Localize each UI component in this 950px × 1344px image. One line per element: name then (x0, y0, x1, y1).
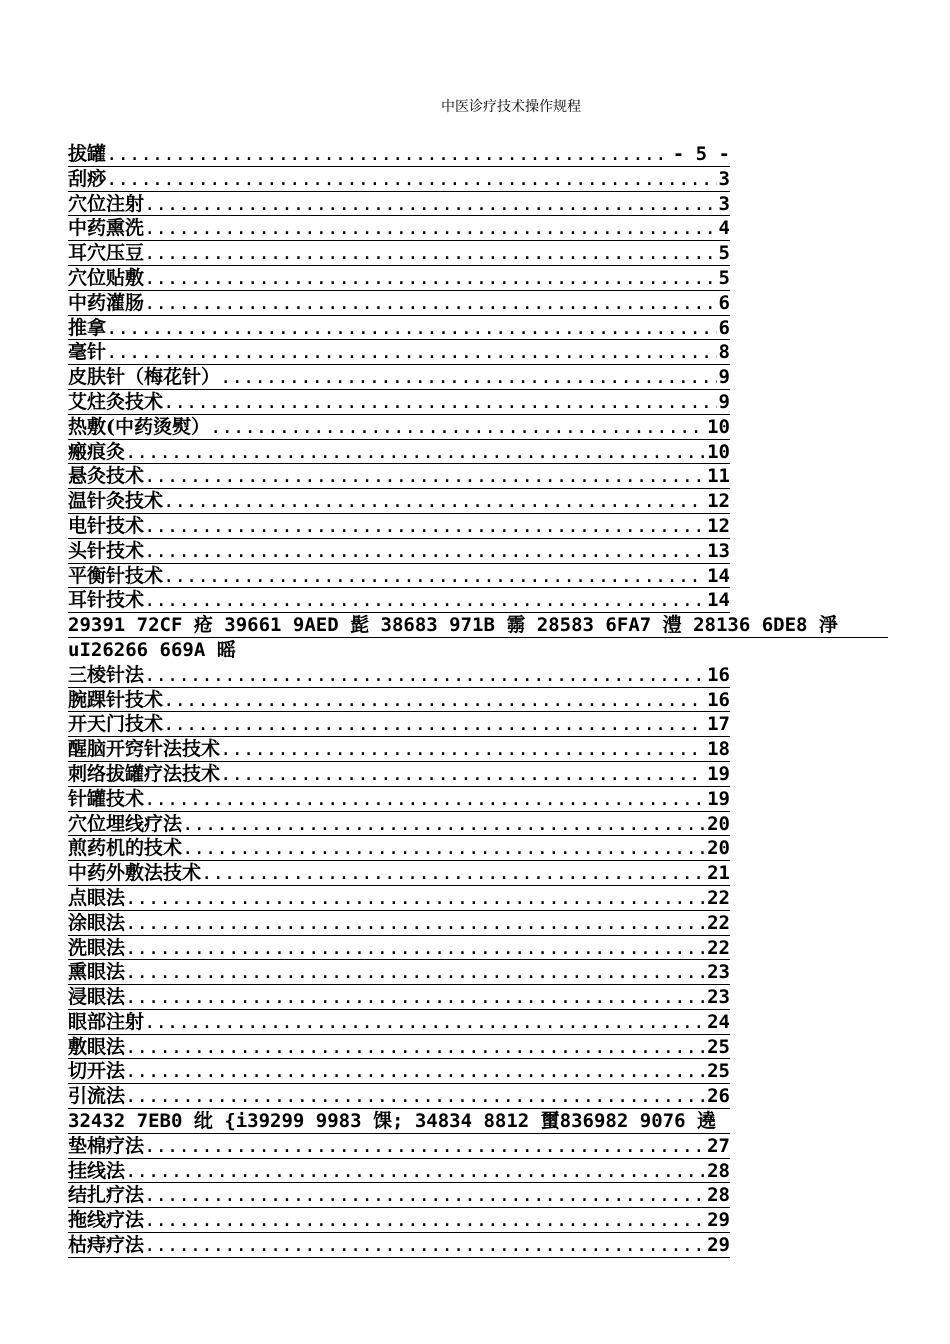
toc-entry-page-number: 9 (718, 390, 730, 413)
toc-entry[interactable] (68, 836, 730, 861)
dot-leader (125, 1159, 705, 1183)
toc-entry-title: 拔罐 (68, 143, 107, 165)
toc-entry[interactable] (68, 1010, 730, 1035)
toc-entry-page-number: 21 (707, 862, 730, 885)
toc-entry[interactable] (68, 514, 730, 539)
toc-entry[interactable] (68, 936, 730, 961)
dot-leader (144, 1233, 705, 1257)
toc-entry-title: 刮痧 (68, 167, 107, 190)
dot-leader (144, 1010, 705, 1034)
toc-entry[interactable] (68, 712, 730, 737)
dot-leader (144, 1134, 705, 1158)
toc-entry-page-number: 19 (707, 787, 730, 810)
toc-entry-title: 平衡针技术 (68, 564, 164, 587)
toc-entry[interactable] (68, 241, 730, 266)
toc-entry-page-number: 14 (707, 564, 730, 587)
toc-entry[interactable] (68, 1233, 730, 1258)
toc-entry[interactable] (68, 688, 730, 713)
toc-entry-page-number: 12 (707, 514, 730, 537)
toc-entry-page-number: 28 (707, 1184, 730, 1207)
toc-entry-title: 眼部注射 (68, 1010, 145, 1033)
toc-entry-title: 枯痔疗法 (68, 1234, 145, 1257)
dot-leader (163, 390, 717, 414)
toc-entry[interactable] (68, 539, 730, 564)
toc-entry-title: 煎药机的技术 (68, 837, 183, 860)
dot-leader (220, 762, 705, 786)
dot-leader (220, 365, 717, 389)
dot-leader (106, 167, 717, 191)
toc-entry-title: 浸眼法 (68, 986, 126, 1009)
dot-leader (220, 737, 705, 761)
dot-leader (144, 1183, 705, 1207)
toc-entry-title: 中药熏洗 (68, 217, 145, 240)
toc-group-c (68, 1134, 730, 1258)
toc-entry[interactable] (68, 564, 730, 589)
toc-entry-page-number: 11 (707, 465, 730, 488)
toc-entry-title: 切开法 (68, 1060, 126, 1083)
toc-entry-title: 悬灸技术 (68, 465, 145, 488)
dot-leader (125, 911, 705, 935)
toc-entry-title: 引流法 (68, 1085, 126, 1108)
toc-entry-title: 敷眼法 (68, 1035, 126, 1058)
toc-entry-page-number: 5 (718, 266, 730, 289)
toc-entry-title: 针罐技术 (68, 787, 145, 810)
toc-entry[interactable] (68, 1183, 730, 1208)
toc-entry[interactable] (68, 985, 730, 1010)
dot-leader (125, 440, 705, 464)
toc-entry-title: 结扎疗法 (68, 1184, 145, 1207)
toc-entry[interactable] (68, 415, 730, 440)
toc-entry-title: 热敷(中药烫熨） (68, 415, 210, 438)
toc-entry[interactable] (68, 1084, 730, 1109)
dot-leader (163, 688, 705, 712)
toc-entry-page-number: 13 (707, 539, 730, 562)
toc-entry-title: 温针灸技术 (68, 490, 164, 513)
toc-entry-page-number: - 5 - (672, 143, 730, 165)
toc-entry-title: 开天门技术 (68, 713, 164, 736)
toc-group-a (68, 142, 730, 613)
toc-entry-title: 艾炷灸技术 (68, 390, 164, 413)
toc-entry[interactable] (68, 192, 730, 217)
toc-entry[interactable] (68, 340, 730, 365)
dot-leader (144, 1208, 705, 1232)
toc-entry[interactable] (68, 787, 730, 812)
toc-entry-page-number: 23 (707, 961, 730, 984)
toc-entry[interactable] (68, 1159, 730, 1184)
toc-entry-title: 挂线法 (68, 1159, 126, 1182)
toc-entry[interactable] (68, 142, 730, 167)
toc-entry-title: 推拿 (68, 316, 107, 339)
toc-entry-title: 中药外敷法技术 (68, 862, 202, 885)
toc-entry-title: 穴位注射 (68, 192, 145, 215)
dot-leader (106, 316, 717, 340)
toc-entry-title: 皮肤针（梅花针） (68, 366, 221, 389)
toc-entry[interactable] (68, 291, 730, 316)
toc-entry-page-number: 28 (707, 1159, 730, 1182)
dot-leader (125, 960, 705, 984)
toc-entry-title: 洗眼法 (68, 936, 126, 959)
toc-entry-page-number: 22 (707, 936, 730, 959)
toc-entry[interactable] (68, 886, 730, 911)
garbled-text-line: 29391 72CF 疮 39661 9AED 髭 38683 971B 霛 28583 6FA7 澧 28136 6DE8 淨 (68, 613, 888, 638)
toc-entry-title: 耳针技术 (68, 589, 145, 612)
toc-entry-page-number: 4 (718, 217, 730, 240)
toc-entry-page-number: 10 (707, 415, 730, 438)
toc-entry[interactable] (68, 1035, 730, 1060)
dot-leader (144, 539, 705, 563)
dot-leader (125, 886, 705, 910)
toc-entry-title: 头针技术 (68, 539, 145, 562)
toc-entry-page-number: 12 (707, 490, 730, 513)
toc-entry-page-number: 19 (707, 762, 730, 785)
toc-entry-title: 三棱针法 (68, 663, 145, 686)
toc-entry-page-number: 5 (718, 242, 730, 265)
dot-leader (125, 1084, 705, 1108)
toc-entry-page-number: 29 (707, 1209, 730, 1232)
dot-leader (144, 291, 717, 315)
toc-entry-title: 熏眼法 (68, 961, 126, 984)
toc-entry-page-number: 22 (707, 911, 730, 934)
toc-entry-page-number: 16 (707, 663, 730, 686)
toc-entry-title: 刺络拔罐疗法技术 (68, 762, 221, 785)
dot-leader (182, 836, 705, 860)
toc-entry[interactable] (68, 316, 730, 341)
dot-leader (163, 564, 705, 588)
toc-entry-title: 中药灌肠 (68, 291, 145, 314)
toc-entry-page-number: 23 (707, 986, 730, 1009)
toc-entry[interactable] (68, 167, 730, 192)
dot-leader (144, 663, 705, 687)
toc-entry-page-number: 29 (707, 1234, 730, 1257)
toc-entry-title: 耳穴压豆 (68, 242, 145, 265)
dot-leader (144, 192, 717, 216)
toc-entry[interactable] (68, 216, 730, 241)
toc-entry-page-number: 20 (707, 812, 730, 835)
toc-entry-page-number: 14 (707, 589, 730, 612)
toc-entry[interactable] (68, 1208, 730, 1233)
dot-leader (163, 489, 705, 513)
toc-entry-title: 瘢痕灸 (68, 440, 126, 463)
toc-entry-page-number: 20 (707, 837, 730, 860)
toc-entry-page-number: 10 (707, 440, 730, 463)
toc-entry-title: 腕踝针技术 (68, 688, 164, 711)
toc-entry-page-number: 6 (718, 291, 730, 314)
toc-entry-page-number: 3 (718, 192, 730, 215)
dot-leader (125, 1059, 705, 1083)
garbled-text-line: 32432 7EB0 纰 {i39299 9983 馃; 34834 8812 蠒836982 9076 遶 (68, 1109, 730, 1134)
toc-entry[interactable] (68, 861, 730, 886)
toc-group-b (68, 663, 730, 1109)
toc-entry-page-number: 25 (707, 1060, 730, 1083)
toc-entry[interactable] (68, 1059, 730, 1084)
dot-leader (144, 588, 705, 612)
toc-entry-title: 涂眼法 (68, 911, 126, 934)
toc-entry-page-number: 17 (707, 713, 730, 736)
dot-leader (144, 787, 705, 811)
dot-leader (106, 142, 671, 166)
toc-entry[interactable] (68, 663, 730, 688)
toc-entry[interactable] (68, 1134, 730, 1159)
toc-entry[interactable] (68, 812, 730, 837)
toc-entry[interactable] (68, 911, 730, 936)
toc-entry-page-number: 6 (718, 316, 730, 339)
toc-entry-page-number: 25 (707, 1035, 730, 1058)
toc-entry-page-number: 8 (718, 341, 730, 364)
toc-entry[interactable] (68, 440, 730, 465)
toc-entry[interactable] (68, 266, 730, 291)
toc-entry[interactable] (68, 762, 730, 787)
toc-entry-page-number: 16 (707, 688, 730, 711)
dot-leader (106, 340, 717, 364)
dot-leader (144, 514, 705, 538)
toc-entry-title: 毫针 (68, 341, 107, 364)
dot-leader (182, 812, 705, 836)
toc-entry[interactable] (68, 960, 730, 985)
toc-entry-page-number: 24 (707, 1010, 730, 1033)
toc-entry[interactable] (68, 365, 730, 390)
toc-entry-page-number: 22 (707, 886, 730, 909)
dot-leader (144, 266, 717, 290)
toc-entry[interactable] (68, 464, 730, 489)
toc-entry-page-number: 26 (707, 1085, 730, 1108)
toc-entry[interactable] (68, 737, 730, 762)
garbled-text-line: uI26266 669A 暚 (68, 638, 236, 661)
dot-leader (144, 216, 717, 240)
table-of-contents (68, 142, 838, 1258)
toc-entry[interactable] (68, 588, 730, 613)
dot-leader (125, 1035, 705, 1059)
toc-entry-page-number: 18 (707, 738, 730, 761)
toc-entry-title: 电针技术 (68, 514, 145, 537)
dot-leader (125, 985, 705, 1009)
dot-leader (125, 936, 705, 960)
toc-entry-title: 拖线疗法 (68, 1209, 145, 1232)
toc-entry-title: 点眼法 (68, 886, 126, 909)
toc-entry[interactable] (68, 489, 730, 514)
toc-entry-page-number: 9 (718, 366, 730, 389)
dot-leader (144, 241, 717, 265)
toc-entry-title: 垫棉疗法 (68, 1134, 145, 1157)
toc-entry-title: 穴位贴敷 (68, 266, 145, 289)
page-header-title: 中医诊疗技术操作规程 (441, 99, 581, 115)
toc-entry-page-number: 3 (718, 167, 730, 190)
toc-entry-title: 醒脑开窍针法技术 (68, 738, 221, 761)
dot-leader (163, 712, 705, 736)
dot-leader (201, 861, 705, 885)
dot-leader (144, 464, 705, 488)
dot-leader (210, 415, 705, 439)
toc-entry-page-number: 27 (707, 1134, 730, 1157)
toc-entry[interactable] (68, 390, 730, 415)
toc-entry-title: 穴位埋线疗法 (68, 812, 183, 835)
